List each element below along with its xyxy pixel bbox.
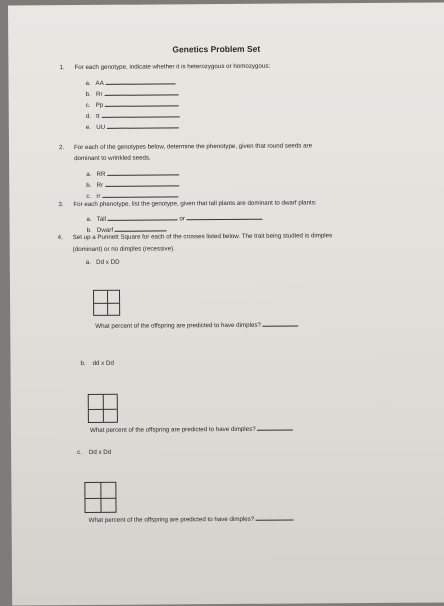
q1-prompt: For each genotype, indicate whether it is heterozygous or homozygous:	[74, 62, 271, 72]
q3-item-a	[86, 213, 262, 223]
cross-c-question	[89, 514, 294, 524]
item-label: rr	[96, 192, 101, 200]
answer-blank[interactable]	[101, 110, 179, 118]
item-label: Rr	[96, 181, 104, 189]
question-text: What percent of the offspring are predicted to have dimples?	[89, 425, 256, 434]
cross-letter: a.	[85, 258, 91, 266]
question-text: What percent of the offspring are predicted to have dimples?	[88, 515, 255, 524]
q4-prompt-line1: Set up a Punnett Square for each of the crosses listed below. The trait being studied is dimples	[72, 232, 333, 242]
item-label: tt	[96, 112, 100, 120]
item-label: Pp	[95, 101, 104, 109]
item-label: Tall	[96, 215, 107, 223]
answer-blank[interactable]	[107, 168, 179, 176]
answer-blank[interactable]	[104, 88, 178, 96]
answer-blank[interactable]	[107, 121, 179, 129]
item-letter: b.	[86, 181, 92, 189]
cross-c	[77, 449, 111, 456]
item-letter: b.	[85, 90, 91, 98]
item-label: RR	[96, 170, 106, 178]
cross-a	[86, 259, 120, 266]
cross-a-question	[95, 320, 298, 330]
cross-b	[80, 360, 113, 367]
or-label: or	[179, 215, 186, 223]
cross-label: dd x Dd	[92, 359, 114, 367]
cross-letter: c.	[77, 449, 82, 457]
q2-item-a	[86, 168, 179, 178]
answer-blank[interactable]	[105, 99, 179, 107]
answer-blank[interactable]	[256, 514, 294, 521]
item-letter: e.	[85, 123, 92, 131]
item-letter: a.	[86, 170, 92, 178]
question-text: What percent of the offspring are predicted to have dimples?	[95, 321, 261, 330]
q3-prompt: For each phenotype, list the genotype, given that tall plants are dominant to dwarf plants:	[73, 199, 317, 209]
answer-blank[interactable]	[263, 320, 299, 327]
cross-label: Dd x DD	[96, 258, 120, 266]
q3-number: 3.	[58, 201, 64, 209]
item-letter: a.	[86, 215, 92, 223]
cross-letter: b.	[80, 359, 86, 368]
item-letter: d.	[85, 112, 91, 120]
item-label: Dwarf	[96, 226, 114, 234]
item-letter: a.	[85, 79, 91, 87]
item-letter: b.	[86, 226, 92, 234]
q2-prompt-line2: dominant to wrinkled seeds.	[74, 154, 151, 163]
q1-item-c	[86, 99, 179, 109]
q1-item-b	[86, 88, 179, 98]
punnett-square-a[interactable]	[93, 290, 120, 316]
item-letter: c.	[86, 192, 92, 200]
q4-number: 4.	[57, 234, 63, 242]
item-label: UU	[96, 123, 106, 131]
answer-blank[interactable]	[105, 179, 179, 187]
q2-prompt-line1: For each of the genotypes below, determine the phenotype, given that round seeds are	[73, 142, 313, 152]
punnett-square-b[interactable]	[88, 394, 118, 423]
answer-blank[interactable]	[257, 424, 293, 431]
q2-item-b	[86, 179, 179, 189]
q1-number: 1.	[59, 64, 65, 72]
q4-prompt-line2: (dominant) or no dimples (recessive).	[72, 245, 175, 254]
q2-number: 2.	[58, 144, 65, 152]
answer-blank[interactable]	[102, 190, 178, 198]
answer-blank[interactable]	[115, 224, 167, 231]
q1-item-e	[86, 121, 179, 131]
q1-item-a	[86, 77, 176, 87]
answer-blank-alt[interactable]	[187, 213, 263, 221]
cross-b-question	[90, 424, 293, 434]
answer-blank[interactable]	[105, 77, 175, 84]
q2-item-c	[86, 190, 178, 200]
punnett-square-c[interactable]	[84, 482, 116, 513]
answer-blank[interactable]	[108, 213, 178, 220]
item-letter: c.	[85, 101, 91, 109]
cross-label: Dd x Dd	[88, 448, 112, 456]
q1-item-d	[86, 110, 180, 120]
item-label: AA	[95, 79, 104, 87]
worksheet-page	[8, 2, 444, 605]
page-title: Genetics Problem Set	[172, 43, 261, 55]
item-label: Rr	[95, 90, 103, 98]
